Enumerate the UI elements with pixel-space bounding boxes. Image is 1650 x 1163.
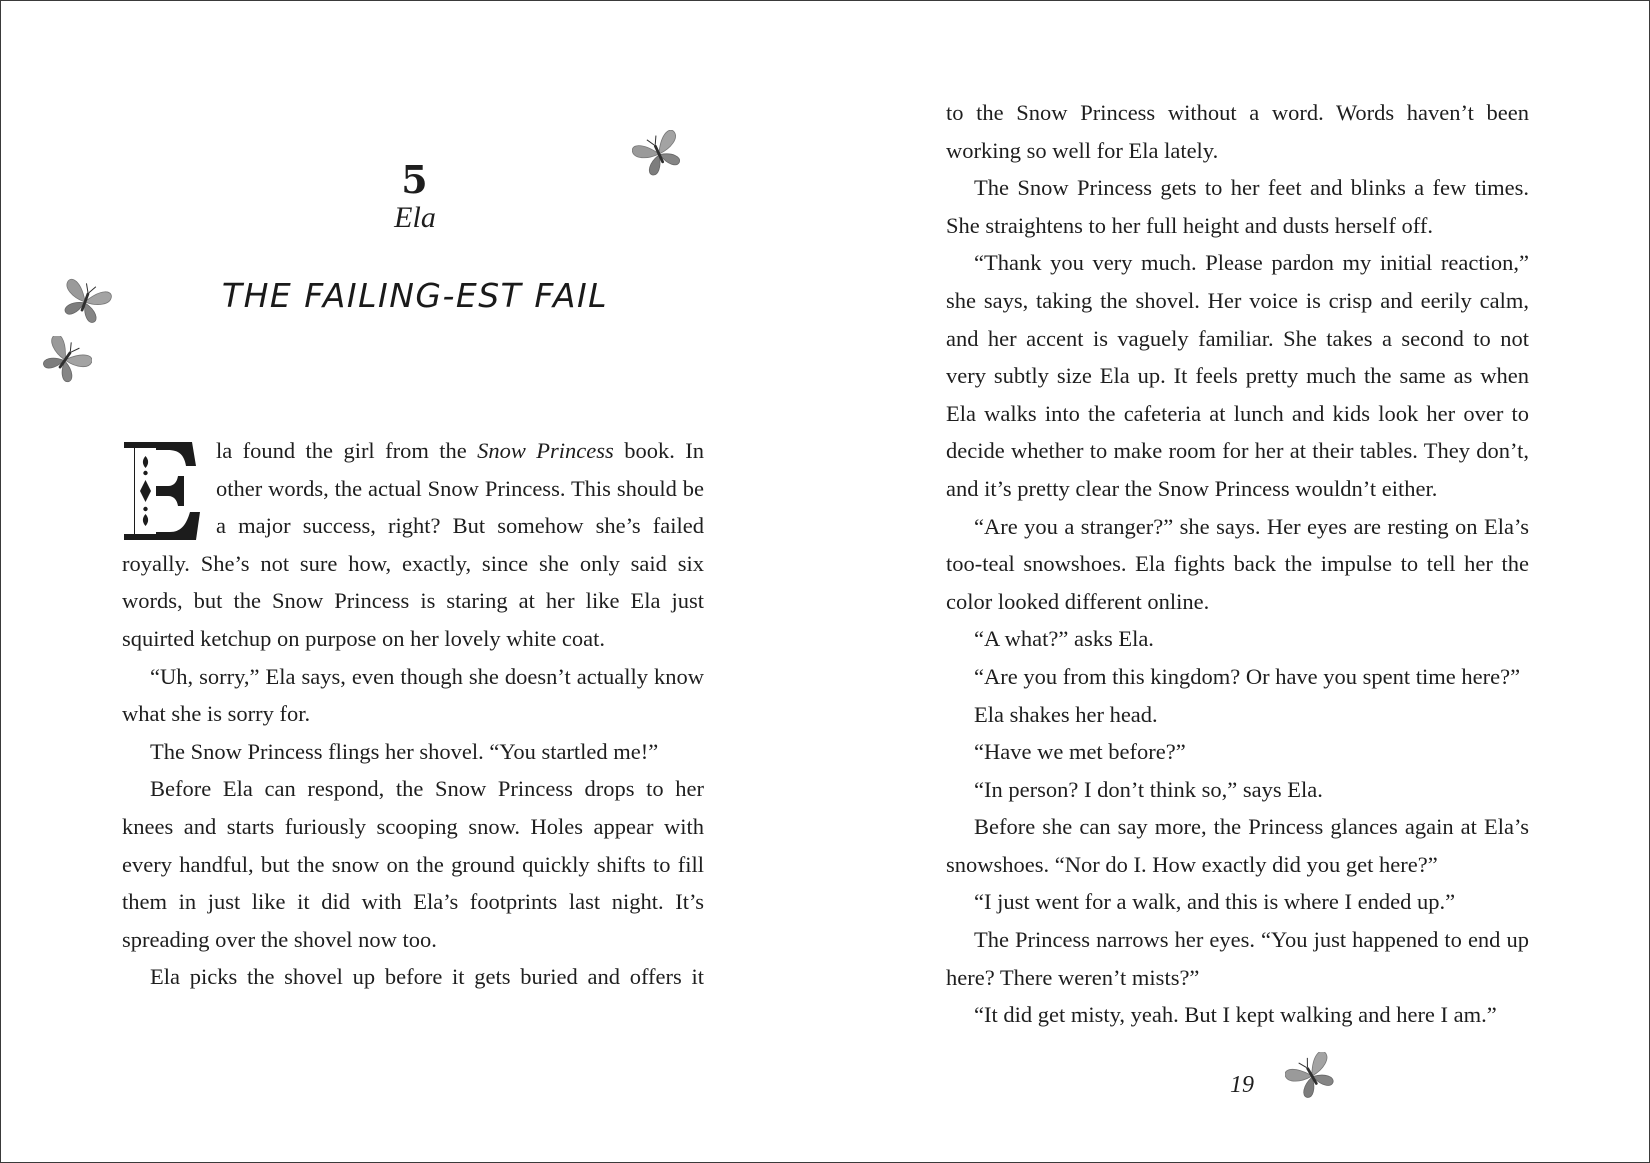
chapter-title: THE FAILING-EST FAIL [221, 276, 609, 315]
page-number: 19 [1230, 1072, 1254, 1098]
paragraph: “Have we met before?” [974, 739, 1186, 765]
drop-cap [122, 440, 208, 542]
paragraph: “Are you from this kingdom? Or have you spent time here?” [974, 663, 1521, 689]
butterfly-icon [632, 130, 686, 178]
right-body-text [946, 94, 1529, 1034]
chapter-number: 5 [401, 157, 429, 202]
butterfly-icon [1285, 1052, 1339, 1100]
paragraph-text: la found the girl from the [216, 438, 478, 463]
paragraph: Before she can say more, the Princess glances again at Ela’s snowshoes. “Nor do I. How exactly did you get here?” [946, 814, 1529, 877]
paragraph: The Snow Princess flings her shovel. “You startled me!” [150, 738, 659, 764]
butterfly-icon [58, 278, 112, 326]
left-body-text [122, 432, 704, 996]
paragraph-text: book. In other words, the actual Snow Princess. This should be a major success, right? But somehow she’s failed royally. She’s not sure how, exactly, since she only said six words, but the Snow Princess is staring at her like Ela just squirted ketchup on purpose on her lovely white coat. [122, 438, 704, 651]
drop-cap-letter: E [122, 440, 123, 441]
paragraph: Ela picks the shovel up before it gets buried and offers it [150, 964, 704, 990]
paragraph: to the Snow Princess without a word. Words haven’t been working so well for Ela lately. [946, 100, 1529, 163]
paragraph: “Thank you very much. Please pardon my initial reaction,” she says, taking the shovel. Her voice is crisp and eerily calm, and her accent is vaguely familiar. She takes a second to not very subtly size Ela up. It feels pretty much the same as when Ela walks into the cafeteria at lunch and kids look her over to decide whether to make room for her at their tables. They don’t, and it’s pretty clear the Snow Princess wouldn’t either. [946, 250, 1529, 501]
paragraph: “I just went for a walk, and this is where I ended up.” [974, 889, 1456, 915]
paragraph: Before Ela can respond, the Snow Princess drops to her knees and starts furiously scooping snow. Holes appear with every handful, but the snow on the ground quickly shifts to fill them in just like it did with Ela’s footprints last night. It’s spreading over the shovel now too. [122, 776, 704, 952]
paragraph: “A what?” asks Ela. [974, 626, 1154, 652]
butterfly-icon [38, 336, 92, 384]
paragraph: “Are you a stranger?” she says. Her eyes are resting on Ela’s too-teal snowshoes. Ela fights back the impulse to tell her the color looked different online. [946, 513, 1529, 614]
paragraph: The Princess narrows her eyes. “You just happened to end up here? There weren’t mists?” [946, 927, 1529, 990]
paragraph: “It did get misty, yeah. But I kept walking and here I am.” [974, 1002, 1497, 1028]
chapter-heading [300, 157, 530, 236]
paragraph: “Uh, sorry,” Ela says, even though she doesn’t actually know what she is sorry for. [122, 663, 704, 727]
book-title: Snow Princess [477, 438, 614, 463]
paragraph: The Snow Princess gets to her feet and blinks a few times. She straightens to her full height and dusts herself off. [946, 175, 1529, 238]
right-page [825, 0, 1650, 1163]
paragraph: Ela shakes her head. [974, 701, 1158, 727]
paragraph: “In person? I don’t think so,” says Ela. [974, 776, 1323, 802]
chapter-name: Ela [394, 201, 436, 234]
paragraph [122, 432, 704, 658]
